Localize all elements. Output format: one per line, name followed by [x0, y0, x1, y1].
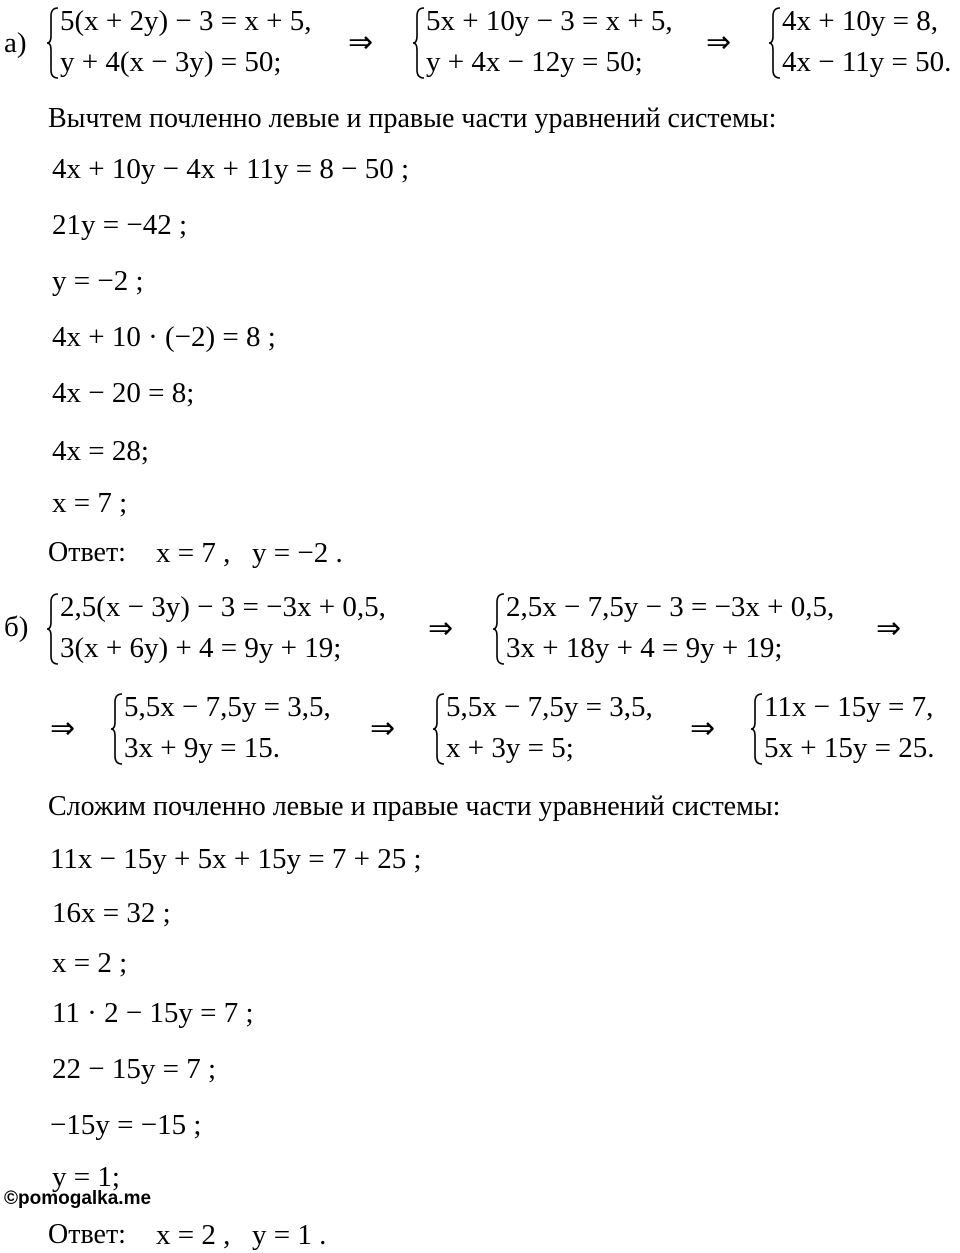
left-brace-icon — [750, 692, 764, 766]
equation-line: y + 4(x − 3y) = 50; — [60, 46, 282, 78]
left-brace-icon — [768, 6, 782, 80]
step-line: y = 1; — [52, 1161, 120, 1193]
equation-line: y + 4x − 12y = 50; — [426, 46, 643, 78]
equation-line: 11x − 15y = 7, — [764, 691, 934, 723]
equation-line: 4x − 11y = 50. — [782, 46, 952, 78]
step-line: 4x − 20 = 8; — [52, 377, 195, 409]
answer-y: y = 1 . — [252, 1219, 327, 1251]
left-brace-icon — [110, 692, 124, 766]
part-b-intro: Сложим почленно левые и правые части уравнений системы: — [48, 791, 781, 822]
equation-line: 5x + 15y = 25. — [764, 732, 935, 764]
answer-y: y = −2 . — [252, 537, 343, 569]
equation-line: 2,5x − 7,5y − 3 = −3x + 0,5, — [506, 591, 835, 623]
watermark: ©pomogalka.me — [4, 1188, 152, 1209]
equation-line: 5,5x − 7,5y = 3,5, — [124, 691, 331, 723]
part-a-intro: Вычтем почленно левые и правые части уравнений системы: — [48, 103, 777, 134]
step-line: 11 · 2 − 15y = 7 ; — [52, 997, 254, 1029]
step-line: y = −2 ; — [52, 265, 144, 297]
implies-icon: ⇒ — [706, 25, 732, 60]
step-line: 22 − 15y = 7 ; — [52, 1053, 217, 1085]
implies-icon: ⇒ — [50, 711, 76, 746]
step-line: x = 7 ; — [52, 487, 128, 519]
step-line: 4x + 10y − 4x + 11y = 8 − 50 ; — [52, 153, 410, 185]
step-line: 11x − 15y + 5x + 15y = 7 + 25 ; — [50, 843, 422, 875]
implies-icon: ⇒ — [876, 611, 902, 646]
part-a-label: а) — [4, 27, 27, 59]
implies-icon: ⇒ — [348, 25, 374, 60]
step-line: 21y = −42 ; — [52, 209, 188, 241]
step-line: 16x = 32 ; — [52, 897, 171, 929]
left-brace-icon — [46, 592, 60, 666]
left-brace-icon — [432, 692, 446, 766]
left-brace-icon — [412, 6, 426, 80]
equation-line: 5(x + 2y) − 3 = x + 5, — [60, 5, 312, 37]
implies-icon: ⇒ — [428, 611, 454, 646]
part-b-label: б) — [4, 611, 29, 643]
implies-icon: ⇒ — [690, 711, 716, 746]
step-line: 4x = 28; — [52, 435, 149, 467]
equation-line: 3(x + 6y) + 4 = 9y + 19; — [60, 632, 342, 664]
equation-line: 5,5x − 7,5y = 3,5, — [446, 691, 653, 723]
step-line: −15y = −15 ; — [50, 1109, 202, 1141]
equation-line: 3x + 9y = 15. — [124, 732, 280, 764]
implies-icon: ⇒ — [370, 711, 396, 746]
step-line: x = 2 ; — [52, 947, 128, 979]
answer-label: Ответ: — [48, 537, 126, 568]
answer-label: Ответ: — [48, 1219, 126, 1250]
equation-line: 4x + 10y = 8, — [782, 5, 938, 37]
equation-line: x + 3y = 5; — [446, 732, 574, 764]
answer-x: x = 2 , — [156, 1219, 231, 1251]
equation-line: 5x + 10y − 3 = x + 5, — [426, 5, 673, 37]
step-line: 4x + 10 · (−2) = 8 ; — [52, 321, 276, 353]
answer-x: x = 7 , — [156, 537, 231, 569]
left-brace-icon — [492, 592, 506, 666]
left-brace-icon — [46, 6, 60, 80]
equation-line: 3x + 18y + 4 = 9y + 19; — [506, 632, 783, 664]
equation-line: 2,5(x − 3y) − 3 = −3x + 0,5, — [60, 591, 386, 623]
